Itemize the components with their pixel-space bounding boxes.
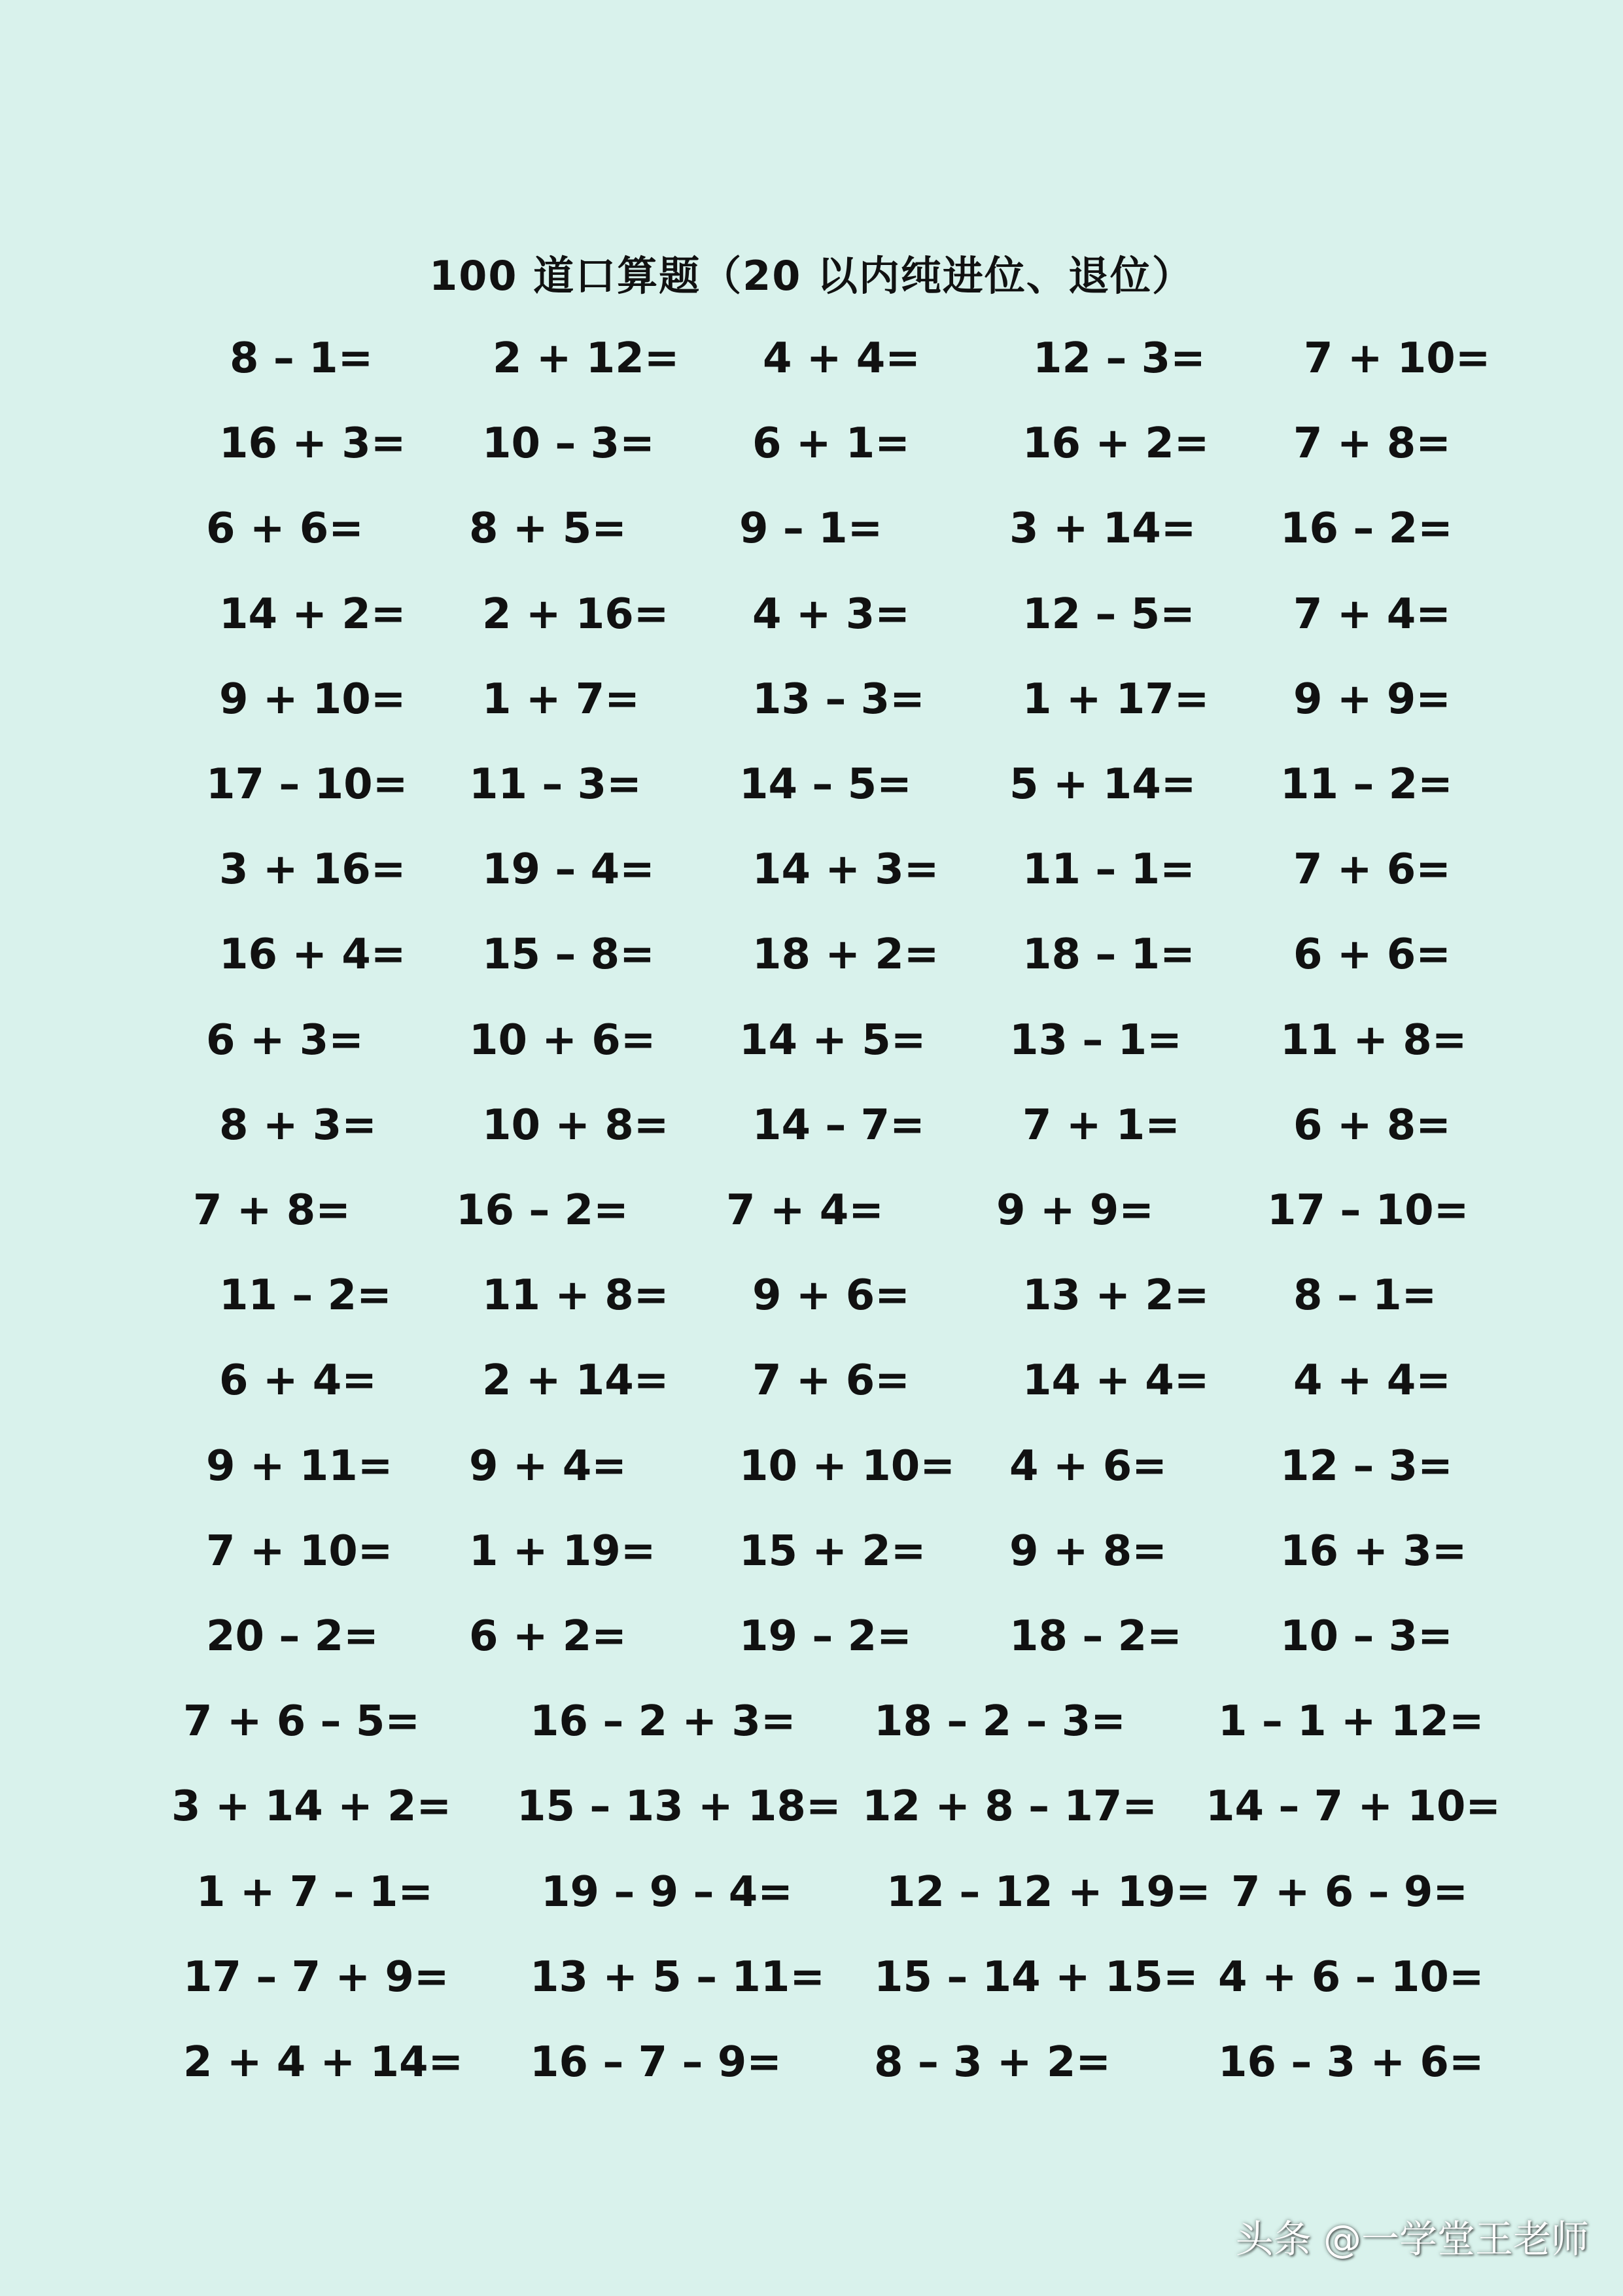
problem-item: 9 + 4= <box>469 1441 627 1491</box>
problem-item: 15 + 2= <box>739 1527 926 1576</box>
problem-item: 8 + 3= <box>219 1101 377 1150</box>
problem-item: 16 – 2 + 3= <box>530 1697 796 1746</box>
problem-item: 13 + 5 – 11= <box>530 1952 826 2002</box>
problem-item: 11 – 2= <box>1280 760 1453 809</box>
problem-item: 18 – 2= <box>1009 1612 1182 1661</box>
problem-item: 13 – 1= <box>1009 1016 1182 1065</box>
problem-item: 9 + 11= <box>206 1441 393 1491</box>
problem-item: 12 – 3= <box>1280 1441 1453 1491</box>
problem-item: 8 – 1= <box>230 334 374 383</box>
problem-row <box>0 1263 1623 1328</box>
problem-item: 13 + 2= <box>1022 1271 1210 1320</box>
problem-row <box>0 326 1623 391</box>
problem-item: 17 – 10= <box>1267 1186 1469 1235</box>
problem-item: 19 – 2= <box>739 1612 912 1661</box>
problem-item: 14 – 7= <box>752 1101 925 1150</box>
problem-item: 16 + 4= <box>219 930 406 980</box>
problem-item: 16 – 2= <box>1280 504 1453 554</box>
problem-item: 12 + 8 – 17= <box>862 1782 1158 1831</box>
problem-item: 6 + 2= <box>469 1612 627 1661</box>
problem-item: 9 + 9= <box>996 1186 1154 1235</box>
problem-item: 12 – 5= <box>1022 590 1195 639</box>
problem-item: 2 + 14= <box>482 1356 669 1405</box>
problem-row <box>0 411 1623 476</box>
problem-row <box>0 1519 1623 1584</box>
problem-item: 1 + 17= <box>1022 675 1210 724</box>
problem-item: 10 + 10= <box>739 1441 955 1491</box>
problem-item: 15 – 14 + 15= <box>874 1952 1198 2002</box>
problem-item: 7 + 6= <box>1293 845 1451 894</box>
problem-item: 10 + 6= <box>469 1016 656 1065</box>
problem-item: 7 + 8= <box>1293 419 1451 468</box>
problem-item: 6 + 6= <box>1293 930 1451 980</box>
problem-item: 11 – 2= <box>219 1271 392 1320</box>
problem-item: 11 – 3= <box>469 760 642 809</box>
problem-item: 13 – 3= <box>752 675 925 724</box>
problem-item: 4 + 3= <box>752 590 910 639</box>
problem-item: 1 + 7 – 1= <box>196 1867 433 1916</box>
problem-item: 16 – 7 – 9= <box>530 2038 782 2087</box>
problem-row <box>0 1604 1623 1669</box>
problem-item: 17 – 7 + 9= <box>183 1952 449 2002</box>
problem-item: 18 + 2= <box>752 930 939 980</box>
problem-item: 7 + 10= <box>206 1527 393 1576</box>
problem-item: 4 + 6 – 10= <box>1218 1952 1484 2002</box>
problem-item: 1 + 7= <box>482 675 640 724</box>
problem-item: 7 + 4= <box>1293 590 1451 639</box>
problem-item: 16 – 3 + 6= <box>1218 2038 1484 2087</box>
problem-item: 19 – 9 – 4= <box>541 1867 793 1916</box>
problem-row <box>0 752 1623 817</box>
problem-item: 9 + 6= <box>752 1271 910 1320</box>
problem-row <box>0 667 1623 732</box>
problem-item: 10 + 8= <box>482 1101 669 1150</box>
problem-item: 2 + 16= <box>482 590 669 639</box>
problem-item: 8 – 1= <box>1293 1271 1437 1320</box>
problem-item: 4 + 6= <box>1009 1441 1167 1491</box>
problem-item: 2 + 12= <box>493 334 680 383</box>
problem-item: 10 – 3= <box>1280 1612 1453 1661</box>
problem-item: 7 + 10= <box>1304 334 1491 383</box>
problem-item: 7 + 6 – 9= <box>1231 1867 1468 1916</box>
problem-item: 8 – 3 + 2= <box>874 2038 1111 2087</box>
problem-item: 14 + 3= <box>752 845 939 894</box>
problem-item: 16 + 3= <box>219 419 406 468</box>
problem-item: 6 + 4= <box>219 1356 377 1405</box>
problem-item: 7 + 1= <box>1022 1101 1180 1150</box>
problem-item: 7 + 8= <box>193 1186 351 1235</box>
problem-item: 14 – 5= <box>739 760 912 809</box>
page-title: 100 道口算题（20 以内纯进位、退位） <box>429 252 1194 300</box>
problem-item: 9 – 1= <box>739 504 883 554</box>
problem-item: 9 + 10= <box>219 675 406 724</box>
problem-item: 9 + 8= <box>1009 1527 1167 1576</box>
problem-item: 18 – 1= <box>1022 930 1195 980</box>
problem-item: 6 + 8= <box>1293 1101 1451 1150</box>
problem-item: 16 + 2= <box>1022 419 1210 468</box>
problem-item: 6 + 6= <box>206 504 364 554</box>
problem-row <box>0 1945 1623 2010</box>
problem-row <box>0 1093 1623 1158</box>
problem-item: 15 – 13 + 18= <box>517 1782 841 1831</box>
problem-row <box>0 1008 1623 1073</box>
problem-item: 11 – 1= <box>1022 845 1195 894</box>
problem-row <box>0 1178 1623 1243</box>
problem-item: 10 – 3= <box>482 419 655 468</box>
problem-item: 9 + 9= <box>1293 675 1451 724</box>
problem-item: 16 – 2= <box>456 1186 629 1235</box>
problem-item: 16 + 3= <box>1280 1527 1467 1576</box>
problem-item: 7 + 6= <box>752 1356 910 1405</box>
problem-item: 14 + 2= <box>219 590 406 639</box>
problem-item: 3 + 14 + 2= <box>171 1782 452 1831</box>
problem-item: 1 + 19= <box>469 1527 656 1576</box>
problem-row <box>0 1689 1623 1754</box>
problem-item: 7 + 6 – 5= <box>183 1697 420 1746</box>
watermark: 头条 @一学堂王老师 <box>1235 2217 1589 2261</box>
problem-row <box>0 1348 1623 1413</box>
problem-row <box>0 1434 1623 1499</box>
problem-item: 4 + 4= <box>1293 1356 1451 1405</box>
problem-item: 3 + 16= <box>219 845 406 894</box>
problem-item: 20 – 2= <box>206 1612 379 1661</box>
problem-item: 11 + 8= <box>482 1271 669 1320</box>
problem-item: 15 – 8= <box>482 930 655 980</box>
problem-item: 11 + 8= <box>1280 1016 1467 1065</box>
problem-row <box>0 922 1623 987</box>
problem-item: 3 + 14= <box>1009 504 1196 554</box>
problem-row <box>0 582 1623 647</box>
problem-item: 5 + 14= <box>1009 760 1196 809</box>
problem-item: 6 + 3= <box>206 1016 364 1065</box>
problem-item: 18 – 2 – 3= <box>874 1697 1126 1746</box>
problem-item: 1 – 1 + 12= <box>1218 1697 1484 1746</box>
problem-row <box>0 496 1623 561</box>
problem-item: 7 + 4= <box>726 1186 884 1235</box>
problem-item: 19 – 4= <box>482 845 655 894</box>
problem-item: 14 + 4= <box>1022 1356 1210 1405</box>
problem-item: 17 – 10= <box>206 760 408 809</box>
problem-item: 2 + 4 + 14= <box>183 2038 464 2087</box>
problem-row <box>0 1774 1623 1839</box>
problem-row <box>0 2030 1623 2095</box>
problem-item: 8 + 5= <box>469 504 627 554</box>
problem-item: 12 – 12 + 19= <box>886 1867 1211 1916</box>
problem-item: 6 + 1= <box>752 419 910 468</box>
problem-item: 12 – 3= <box>1033 334 1206 383</box>
problem-item: 4 + 4= <box>763 334 920 383</box>
problem-row <box>0 1860 1623 1925</box>
problem-item: 14 – 7 + 10= <box>1206 1782 1501 1831</box>
problem-row <box>0 837 1623 902</box>
problem-item: 14 + 5= <box>739 1016 926 1065</box>
